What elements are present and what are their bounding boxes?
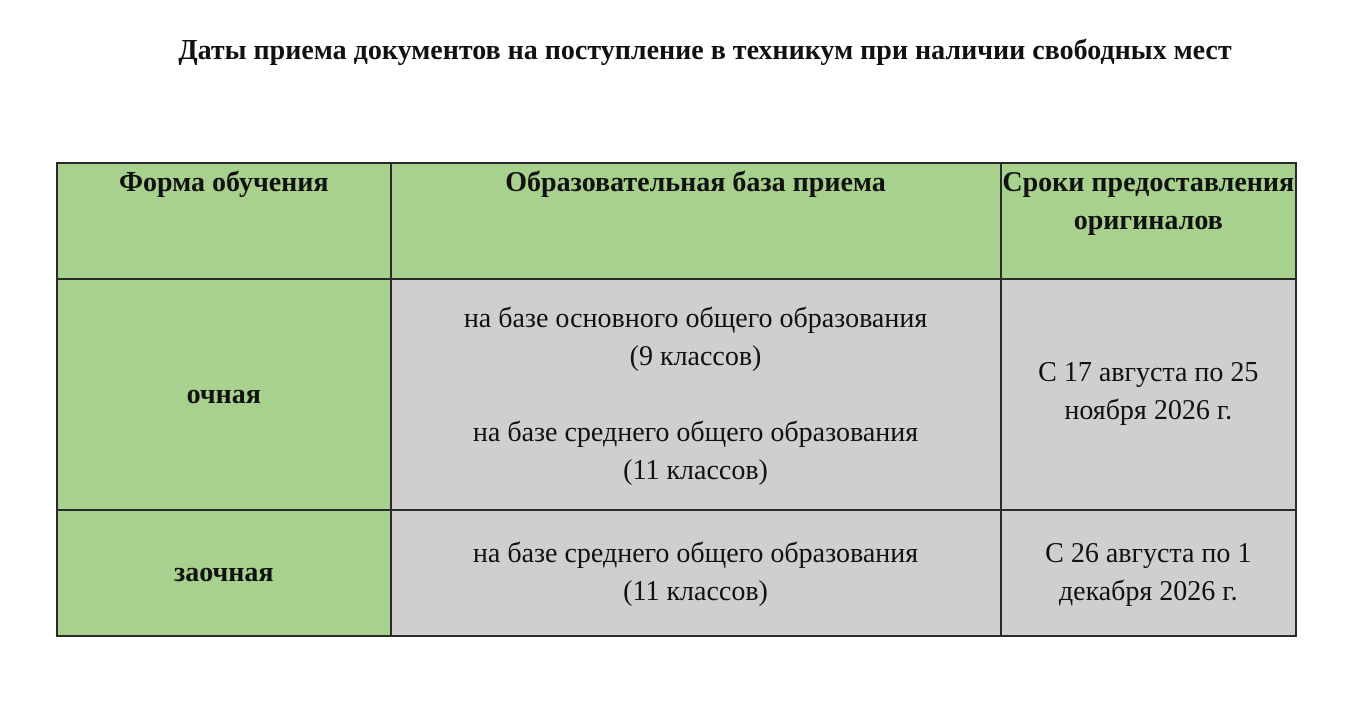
header-study-form: Форма обучения xyxy=(57,163,391,279)
deadline-cell xyxy=(1001,510,1296,636)
header-originals-deadline: Сроки предоставления оригиналов xyxy=(1001,163,1296,279)
table-row xyxy=(57,510,1296,636)
deadline-line: декабря 2026 г. xyxy=(1058,576,1238,607)
education-base-line: на базе основного общего образования xyxy=(463,302,928,334)
education-base-line: на базе среднего общего образования xyxy=(472,538,919,569)
deadline-line: С 26 августа по 1 xyxy=(1045,538,1252,569)
education-base-line: (11 классов) xyxy=(623,576,768,607)
table-header-row xyxy=(57,163,1296,279)
education-base-line: на базе среднего общего образования xyxy=(472,416,919,448)
admission-dates-table xyxy=(56,162,1297,637)
table-row xyxy=(57,279,1296,510)
spacer xyxy=(392,376,1000,414)
education-base-line: (9 классов) xyxy=(629,340,762,372)
study-form-cell: очная xyxy=(57,279,391,510)
education-base-cell xyxy=(391,510,1001,636)
study-form-cell: заочная xyxy=(57,510,391,636)
deadline-cell xyxy=(1001,279,1296,510)
page-title: Даты приема документов на поступление в техникум при наличии свободных мест xyxy=(178,35,1232,66)
education-base-line: (11 классов) xyxy=(623,454,768,486)
deadline-line: С 17 августа по 25 xyxy=(1038,356,1259,388)
header-education-base: Образовательная база приема xyxy=(391,163,1001,279)
deadline-line: ноября 2026 г. xyxy=(1064,394,1233,426)
education-base-cell xyxy=(391,279,1001,510)
